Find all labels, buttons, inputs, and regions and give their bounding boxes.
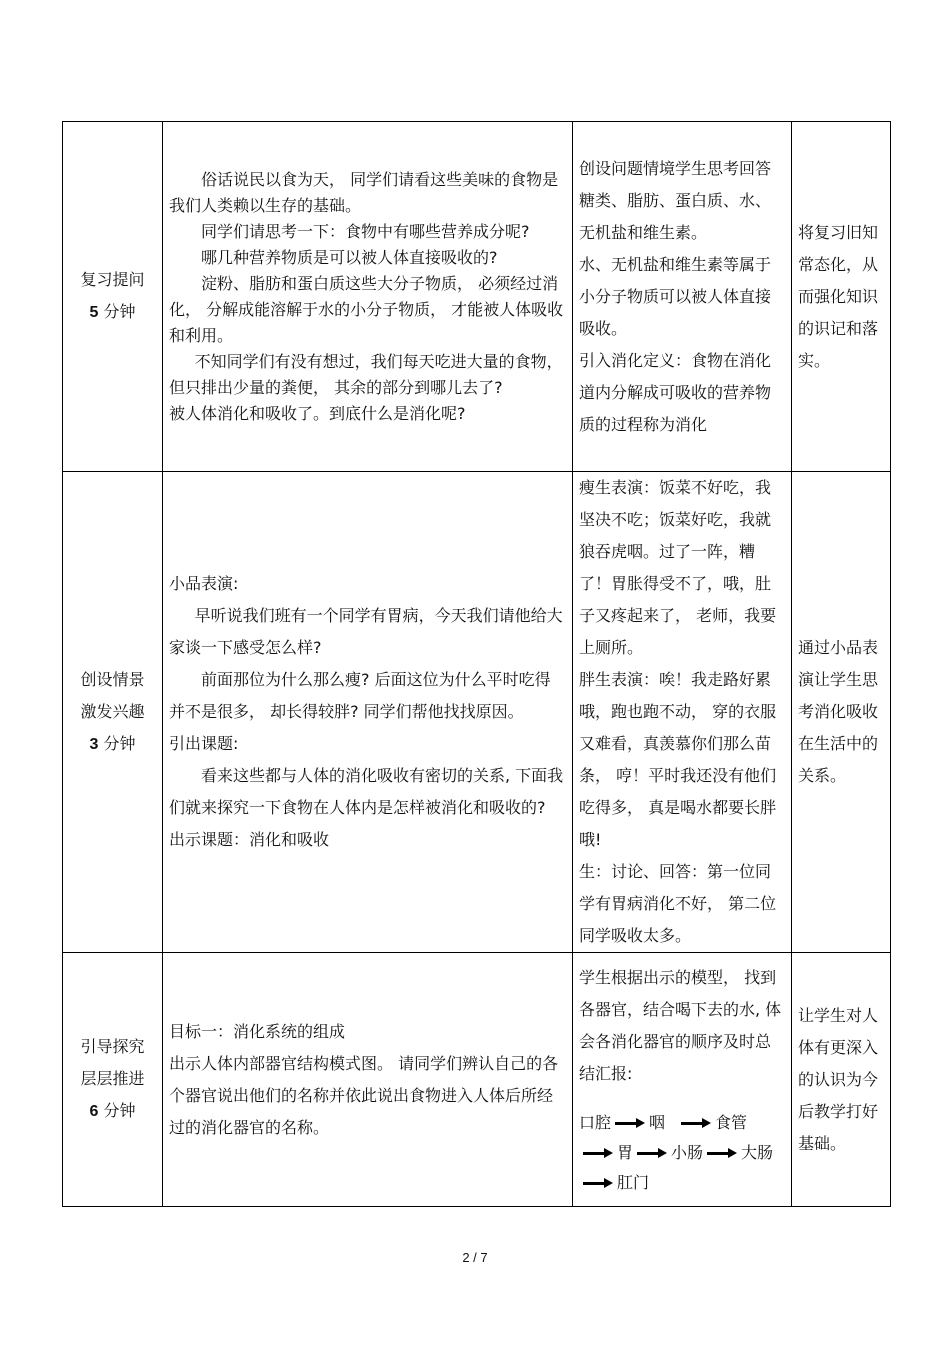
- phase-label: 激发兴趣: [80, 701, 145, 721]
- student-activity-cell: [573, 122, 792, 472]
- time-unit: 分钟: [98, 1101, 136, 1120]
- teacher-text: 早听说我们班有一个同学有胃病，今天我们请他给大家谈一下感受怎么样?: [169, 606, 563, 657]
- design-intent-text: 让学生对人体有更深入的认识为今后教学打好基础。: [798, 1005, 879, 1153]
- teacher-text: 不知同学们有没有想过，我们每天吃进大量的食物，但只排出少量的粪便， 其余的部分到哪儿去了?: [169, 351, 563, 397]
- teacher-text: 引出课题:: [169, 734, 239, 753]
- page-number: 2 / 7: [462, 1250, 488, 1265]
- arrow-right-icon: [637, 1147, 667, 1159]
- table-row: [63, 472, 891, 953]
- teacher-activity-cell: [163, 953, 573, 1207]
- teacher-activity-cell: [163, 122, 573, 472]
- organ-label: 肛门: [617, 1172, 650, 1192]
- teacher-text: 淀粉、脂肪和蛋白质这些大分子物质， 必须经过消化， 分解成能溶解于水的小分子物质， 才能被人体吸收和利用。: [169, 273, 564, 345]
- time-unit: 分钟: [98, 733, 136, 753]
- time-value: 3: [89, 735, 99, 753]
- student-text: 创设问题情境学生思考回答: [579, 158, 772, 178]
- student-text: 生：讨论、回答：第一位同学有胃病消化不好， 第二位同学吸收太多。: [579, 862, 777, 945]
- table-row: [63, 953, 891, 1207]
- student-text: 水、无机盐和维生素等属于小分子物质可以被人体直接吸收。: [579, 254, 772, 338]
- teacher-activity-cell: [163, 472, 573, 953]
- teacher-text: 同学们请思考一下：食物中有哪些营养成分呢?: [201, 221, 530, 241]
- organ-label: 胃: [617, 1142, 634, 1162]
- phase-label: 复习提问: [80, 270, 145, 289]
- student-activity-cell: [573, 472, 792, 953]
- teacher-text: 目标一：消化系统的组成: [169, 1021, 346, 1041]
- teacher-text: 出示课题：消化和吸收: [169, 830, 330, 849]
- arrow-right-icon: [615, 1117, 645, 1129]
- student-text: 学生根据出示的模型， 找到各器官，结合喝下去的水, 体会各消化器官的顺序及时总结汇报:: [579, 967, 782, 1083]
- lesson-plan-table: [62, 121, 891, 1207]
- design-intent-cell: [792, 953, 891, 1207]
- phase-cell: [63, 122, 163, 472]
- flow-line: [579, 1108, 785, 1138]
- arrow-right-icon: [681, 1117, 711, 1129]
- student-text: 胖生表演：唉！我走路好累哦，跑也跑不动， 穿的衣服又难看，真羡慕你们那么苗条， 哼！平时我还没有他们吃得多， 真是喝水都要长胖哦!: [579, 670, 777, 849]
- organ-label: 咽: [649, 1112, 666, 1132]
- flow-line: [579, 1138, 785, 1168]
- student-text: 引入消化定义：食物在消化道内分解成可吸收的营养物质的过程称为消化: [579, 350, 772, 434]
- time-value: 6: [89, 1103, 99, 1120]
- teacher-text: 出示人体内部器官结构模式图。 请同学们辨认自己的各个器官说出他们的名称并依此说出食物进入人体后所经过的消化器官的名称。: [169, 1053, 559, 1137]
- phase-time: [69, 1095, 156, 1128]
- time-unit: 分钟: [98, 302, 136, 321]
- teacher-text: 前面那位为什么那么瘦? 后面这位为什么平时吃得并不是很多， 却长得较胖? 同学们帮他找找原因。: [169, 670, 551, 721]
- arrow-right-icon: [583, 1177, 613, 1189]
- phase-time: [69, 296, 156, 329]
- phase-cell: [63, 472, 163, 953]
- organ-label: 大肠: [741, 1142, 774, 1162]
- organ-label: 食管: [715, 1112, 748, 1132]
- design-intent-text: 通过小品表演让学生思考消化吸收在生活中的关系。: [798, 638, 879, 785]
- teacher-text: 被人体消化和吸收了。到底什么是消化呢?: [169, 403, 466, 423]
- digestive-flow: [579, 1108, 785, 1198]
- phase-label: 引导探究: [80, 1037, 145, 1056]
- phase-cell: [63, 953, 163, 1207]
- design-intent-cell: [792, 122, 891, 472]
- time-value: 5: [89, 304, 99, 321]
- organ-label: 口腔: [579, 1112, 612, 1132]
- table-row: [63, 122, 891, 472]
- arrow-right-icon: [707, 1147, 737, 1159]
- student-activity-cell: [573, 953, 792, 1207]
- student-text: 糖类、脂肪、蛋白质、水、无机盐和维生素。: [579, 190, 772, 242]
- arrow-right-icon: [583, 1147, 613, 1159]
- student-text: 瘦生表演：饭菜不好吃，我坚决不吃；饭菜好吃，我就狼吞虎咽。过了一阵，糟了！胃胀得受不了，哦，肚子又疼起来了， 老师，我要上厕所。: [579, 478, 777, 657]
- flow-line: [579, 1168, 785, 1198]
- phase-label: 层层推进: [80, 1069, 145, 1088]
- teacher-text: 小品表演:: [169, 574, 239, 593]
- teacher-text: 哪几种营养物质是可以被人体直接吸收的?: [201, 247, 498, 267]
- teacher-text: 看来这些都与人体的消化吸收有密切的关系, 下面我们就来探究一下食物在人体内是怎样被消化和吸收的?: [169, 766, 564, 817]
- design-intent-text: 将复习旧知常态化，从而强化知识的识记和落实。: [798, 222, 879, 370]
- design-intent-cell: [792, 472, 891, 953]
- phase-time: [69, 728, 156, 761]
- organ-label: 小肠: [671, 1142, 704, 1162]
- phase-label: 创设情景: [80, 669, 145, 689]
- teacher-text: 俗话说民以食为天， 同学们请看这些美味的食物是我们人类赖以生存的基础。: [169, 169, 559, 215]
